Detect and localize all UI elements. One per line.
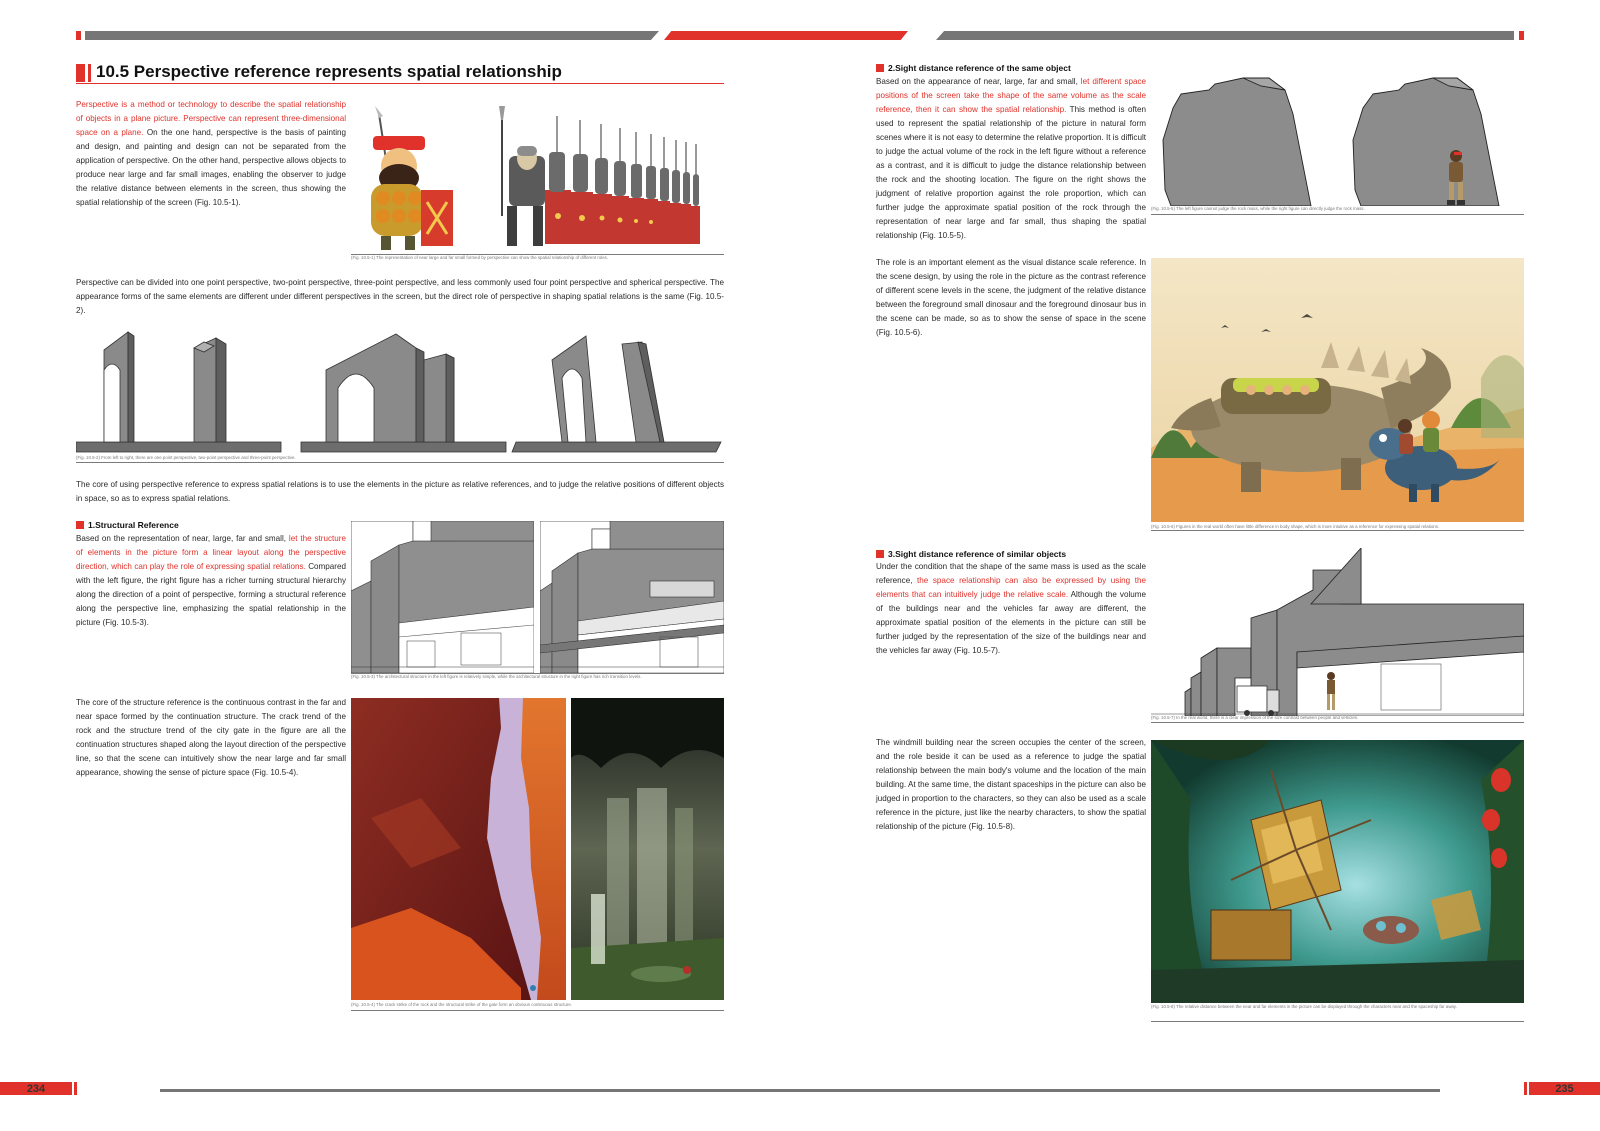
truck: [1237, 686, 1279, 716]
figure-10-5-1: [357, 106, 724, 254]
similar-objects-paragraph: Under the condition that the shape of the same mass is used as the scale reference, the space relationship can also be expressed by using the elements that can intuitively judge the relative scale. Although the volume of the buildings near and the vehicles far away are different, the approximate spatial position of the elements in the picture can still be further judged by the representation of the size of the buildings near and the vehicles far away (Fig. 10.5-7).: [876, 562, 1146, 655]
page-number-left: 234: [0, 1082, 72, 1095]
large-soldier-illustration: [371, 106, 453, 250]
subheading-marker: [876, 550, 884, 558]
caption-fig-10-5-2: (Fig. 10.5-2) From left to right, there are one point perspective, two-point perspective and three-point perspective.: [76, 455, 296, 460]
caption-rule-2: [76, 462, 724, 463]
caption-fig-10-5-8: (Fig. 10.5-8) The relative distance between the near and far elements in the picture can be displayed through the characters near and the spaceship far away.: [1151, 1004, 1457, 1009]
caption-fig-10-5-4: (Fig. 10.5-4) The crack strike of the rock and the structural strike of the gate form an obvious continuous structure.: [351, 1002, 573, 1007]
footer-marker-right: [1524, 1082, 1527, 1095]
caption-rule-4: [351, 1010, 724, 1011]
structural-red-text: let the structure of elements in the picture form a linear layout along the perspective direction, which can play the role of expressing spatial relations.: [76, 534, 346, 571]
top-bar-center-accent: [664, 31, 908, 40]
subheading-marker: [76, 521, 84, 529]
top-bar-right-accent: [1519, 31, 1524, 40]
core-reference-paragraph: The core of using perspective reference to express spatial relations is to use the elements in the picture as relative references, and to judge the relative positions of different objects in space, so as to express spatial relations.: [76, 480, 724, 503]
figure-10-5-6: [1151, 258, 1524, 522]
same-object-red-text: let different space positions of the screen take the shape of the same volume as the scale reference, then it can show the spatial relationship.: [876, 77, 1146, 114]
caption-fig-10-5-5: (Fig. 10.5-5) The left figure cannot judge the rock mass, while the right figure can directly judge the rock mass.: [1151, 206, 1365, 211]
caption-rule-6: [1151, 530, 1524, 531]
figure-10-5-8: [1151, 740, 1524, 1003]
windmill-paragraph: The windmill building near the screen occupies the center of the screen, and the role beside it can be used as a reference to judge the spatial relationship between the main body's volume and the location of the main building. At the same time, the distant spaceships in the picture can also be judged in proportion to the characters, so they can also be used as a scale reference in the picture, just like the nearby characters, to show the spatial relationship of the picture (Fig. 10.5-8).: [876, 738, 1146, 831]
caption-rule-7: [1151, 722, 1524, 723]
section-title-marker: [76, 64, 85, 82]
subheading-similar-objects: 3.Sight distance reference of similar objects: [876, 549, 1066, 559]
footer-rule: [160, 1089, 1440, 1092]
figure-10-5-5: [1151, 72, 1525, 206]
top-bar-left-accent: [76, 31, 81, 40]
caption-rule-8: [1151, 1021, 1524, 1022]
similar-objects-red-text: the space relationship can also be expressed by using the elements that can intuitively judge the relative scale.: [876, 576, 1146, 599]
section-title-marker-thin: [88, 64, 91, 82]
figure-10-5-4-gate: [571, 698, 724, 1000]
subheading-same-object: 2.Sight distance reference of the same object: [876, 63, 1071, 73]
spaceship: [1363, 916, 1419, 944]
figure-10-5-4-canyon: [351, 698, 566, 1000]
subheading-marker: [876, 64, 884, 72]
footer-marker-left: [74, 1082, 77, 1095]
caption-rule-5: [1151, 214, 1524, 215]
caption-fig-10-5-7: (Fig. 10.5-7) In the real world, there is a clear impression of the size contrast between people and vehicles.: [1151, 715, 1359, 720]
same-object-paragraph: Based on the appearance of near, large, far and small, let different space positions of the screen take the shape of the same volume as the scale reference, then it can show the spatial relationship. This method is often used to represent the spatial relationship of the picture in natural form scenes where it is not easy to determine the relative proportion. It is difficult to judge the actual volume of the rock in the left figure without a reference as a contrast, and it is difficult to judge the distance relationship between the rock and the shooting location. The figure on the right shows the judgment of relative proportion against the role proportion, which can further judge the approximate spatial position of the rock through the representation of near large and far small, thus shaping the spatial relationship (Fig. 10.5-5).: [876, 77, 1147, 240]
caption-fig-10-5-1: (Fig. 10.5-1) The representation of near large and far small formed by perspective can show the spatial relationship of different roles.: [351, 255, 609, 260]
structural-reference-paragraph: Based on the representation of near, large, far and small, let the structure of elements in the picture form a linear layout along the perspective direction, which can play the role of expressing spatial relations. Compared with the left figure, the right figure has a richer turning structural hierarchy along the direction of a point of perspective, forming a structural reference along the perspective line, emphasizing the spatial relationship in the picture (Fig. 10.5-3).: [76, 534, 346, 627]
caption-fig-10-5-6: (Fig. 10.5-6) Figures in the real world often have little difference in body shape, which is more intuitive as a reference for expressing spatial relations.: [1151, 524, 1440, 529]
structure-continuation-paragraph: The core of the structure reference is the continuous contrast in the far and near space formed by the continuation structure. The crack trend of the rock and the structure trend of the city gate in the figure are all the continuation structures shaped along the layout direction of the perspective line, so that the scene can intuitively show the near large and far small appearance, showing the sense of picture space (Fig. 10.5-4).: [76, 698, 346, 777]
page-number-right: 235: [1529, 1082, 1600, 1095]
role-reference-paragraph: The role is an important element as the visual distance scale reference. In the scene design, by using the role in the picture as the contrast reference of different scene levels in the scene, the judgment of the relative distance between the foreground small dinosaur and the foreground dinosaur bus in the scene can be made, so as to show the sense of space in the scene (Fig. 10.5-6).: [876, 258, 1146, 337]
intro-text: On the one hand, perspective is the basis of painting and design, and painting and design can not be separated from the application of perspective. On the other hand, perspective allows objects to produce near large and far small images, enabling the observer to judge the relative distance between elements in the screen, thus showing the spatial relationship of the screen (Fig. 10.5-1).: [76, 128, 346, 207]
soldier-row-illustration: [499, 106, 700, 246]
top-bar-right: [936, 31, 1514, 40]
caption-fig-10-5-3: (Fig. 10.5-3) The architectural structure in the left figure is relatively simple, while the architectural structure in the right figure has rich transition levels.: [351, 674, 642, 679]
subheading-structural-reference: 1.Structural Reference: [76, 520, 179, 530]
figure-10-5-3-right: [540, 521, 724, 673]
rock-right: [1353, 78, 1499, 206]
figure-10-5-2: [76, 330, 724, 458]
intro-red-text: Perspective is a method or technology to describe the spatial relationship of objects in a plane picture. Perspective can represent three-dimensional space on a plane.: [76, 100, 346, 137]
top-bar-left: [85, 31, 659, 40]
three-point-arch: [512, 336, 721, 452]
page-title: 10.5 Perspective reference represents spatial relationship: [96, 62, 562, 81]
two-point-arch: [301, 334, 506, 452]
figure-10-5-7: [1151, 548, 1524, 716]
one-point-arch: [76, 332, 281, 452]
rock-left: [1163, 78, 1311, 206]
title-underline: [76, 83, 724, 84]
perspective-types-paragraph: Perspective can be divided into one point perspective, two-point perspective, three-point perspective, and less commonly used four point perspective and spherical perspective. The appearance forms of the same elements are different under different perspectives in the screen, but the direct role of perspective in shaping spatial relations is the same (Fig. 10.5-2).: [76, 278, 724, 315]
intro-paragraph: [76, 98, 346, 210]
figure-10-5-3-left: [351, 521, 534, 673]
